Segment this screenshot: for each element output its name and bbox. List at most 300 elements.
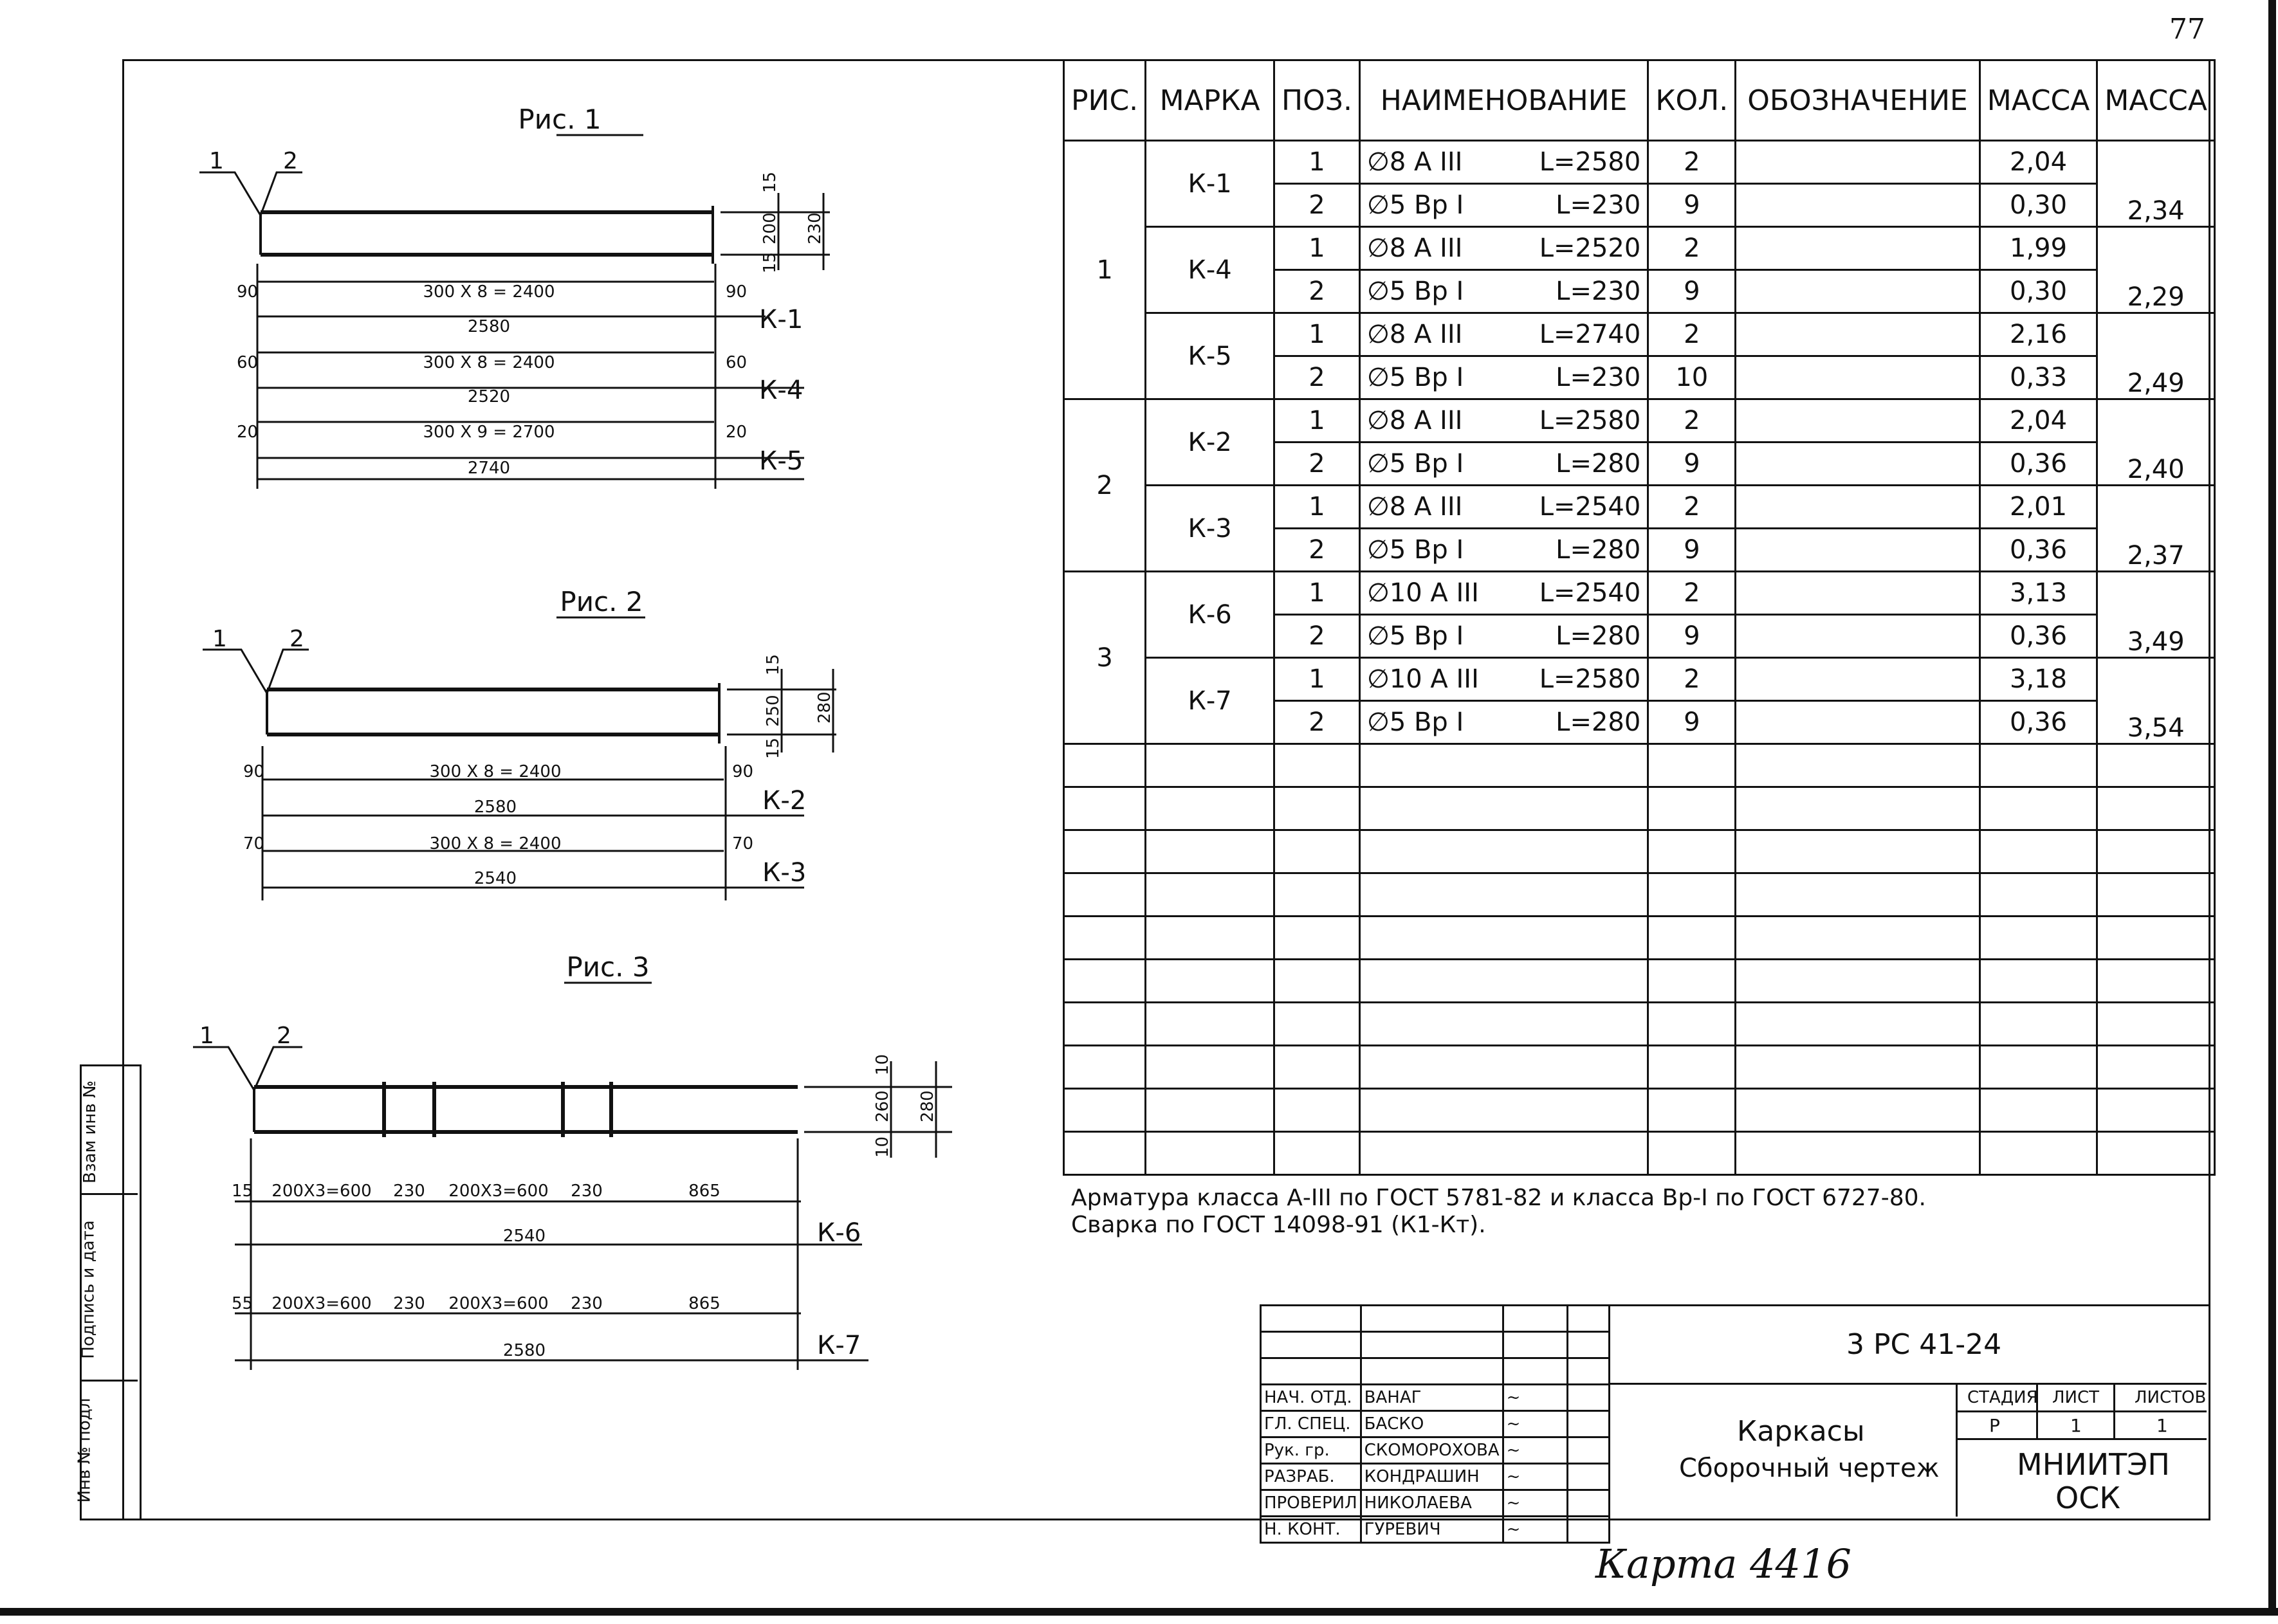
- people-date: [1567, 1411, 1609, 1437]
- spec-mass-total: 2,37: [2097, 486, 2215, 572]
- spec-length: L=230: [1556, 277, 1641, 306]
- spec-length: L=2580: [1539, 147, 1641, 177]
- spec-blank-row: [1064, 787, 2215, 830]
- signature: ~: [1503, 1385, 1567, 1411]
- spec-blank-cell: [1736, 960, 1979, 1003]
- spec-blank-cell: [2097, 873, 2215, 917]
- spec-blank-cell: [1359, 1132, 1648, 1175]
- signature: ~: [1503, 1517, 1567, 1543]
- spec-length: L=2540: [1539, 492, 1641, 522]
- spec-mass: 2,04: [1979, 399, 2097, 442]
- spec-blank-cell: [1736, 1046, 1979, 1089]
- fig3-r1-seg3: 230: [571, 1294, 603, 1313]
- spec-blank-cell: [1146, 744, 1274, 787]
- spec-blank-cell: [1064, 830, 1146, 873]
- spec-pos: 2: [1274, 442, 1360, 486]
- spec-length: L=280: [1556, 707, 1641, 737]
- spec-blank-cell: [1979, 744, 2097, 787]
- spec-length: L=230: [1556, 363, 1641, 392]
- side-stamp-replace: Взам инв №: [80, 1081, 100, 1183]
- side-stamp-inv: Инв № подл: [75, 1398, 95, 1503]
- spec-pos: 1: [1274, 227, 1360, 270]
- fig2-title: Рис. 2: [560, 586, 643, 617]
- spec-designation: [1736, 141, 1979, 184]
- spec-blank-cell: [1064, 1089, 1146, 1132]
- spec-table: [1063, 59, 2216, 1176]
- fig1-r1-right: 60: [726, 353, 748, 372]
- sheets-value: 1: [2156, 1415, 2168, 1436]
- spec-blank-row: [1064, 830, 2215, 873]
- fig3-r1-total: 2580: [502, 1341, 546, 1360]
- spec-blank-cell: [2097, 960, 2215, 1003]
- spec-blank-cell: [1736, 787, 1979, 830]
- fig3-title: Рис. 3: [566, 951, 650, 983]
- spec-designation: [1736, 658, 1979, 701]
- fig1-r0-left: 90: [237, 282, 259, 302]
- col-mass: МАССА: [1979, 60, 2097, 141]
- spec-qty: 2: [1648, 486, 1736, 529]
- people-name: КОНДРАШИН: [1361, 1464, 1503, 1490]
- spec-blank-cell: [1979, 1089, 2097, 1132]
- spec-blank-cell: [1979, 1132, 2097, 1175]
- spec-mass: 3,13: [1979, 572, 2097, 615]
- spec-blank-cell: [1736, 744, 1979, 787]
- spec-name: ∅5 Вр I: [1366, 277, 1464, 306]
- spec-fig: 3: [1064, 572, 1146, 744]
- people-role: ГЛ. СПЕЦ.: [1261, 1411, 1361, 1437]
- fig3-dim-v3: 280: [918, 1090, 937, 1122]
- col-fig: РИС.: [1064, 60, 1146, 141]
- spec-blank-cell: [1648, 1089, 1736, 1132]
- spec-blank-row: [1064, 1003, 2215, 1046]
- col-name: НАИМЕНОВАНИЕ: [1359, 60, 1648, 141]
- spec-length: L=2580: [1539, 664, 1641, 694]
- people-row: [1261, 1411, 1610, 1437]
- spec-fig: 2: [1064, 399, 1146, 572]
- spec-name-cell: [1359, 701, 1648, 744]
- people-date: [1567, 1517, 1609, 1543]
- spec-blank-cell: [1359, 1003, 1648, 1046]
- spec-blank-cell: [1274, 744, 1360, 787]
- col-mark: МАРКА: [1146, 60, 1274, 141]
- spec-name-cell: [1359, 399, 1648, 442]
- spec-blank-cell: [1359, 1089, 1648, 1132]
- spec-designation: [1736, 701, 1979, 744]
- people-role: Рук. гр.: [1261, 1437, 1361, 1464]
- spec-blank-cell: [1064, 1132, 1146, 1175]
- fig1-r1-left: 60: [237, 353, 259, 372]
- fig3-r0-seg1: 230: [393, 1182, 425, 1201]
- spec-qty: 10: [1648, 356, 1736, 399]
- spec-mark: К-3: [1146, 486, 1274, 572]
- spec-qty: 2: [1648, 313, 1736, 356]
- spec-blank-cell: [1146, 830, 1274, 873]
- spec-qty: 9: [1648, 184, 1736, 227]
- spec-qty: 2: [1648, 572, 1736, 615]
- people-row: [1261, 1437, 1610, 1464]
- spec-pos: 1: [1274, 313, 1360, 356]
- spec-designation: [1736, 270, 1979, 313]
- spec-mark: К-1: [1146, 141, 1274, 227]
- spec-blank-cell: [1648, 1132, 1736, 1175]
- fig1-dim-v2: 15: [760, 251, 780, 273]
- spec-blank-cell: [2097, 744, 2215, 787]
- spec-designation: [1736, 227, 1979, 270]
- fig1-dim-v1: 200: [760, 212, 780, 244]
- fig3-r1-seg1: 230: [393, 1294, 425, 1313]
- spec-blank-cell: [1064, 1003, 1146, 1046]
- people-row: [1261, 1385, 1610, 1411]
- note-welding: Сварка по ГОСТ 14098-91 (К1-Кт).: [1071, 1212, 1486, 1238]
- spec-qty: 2: [1648, 399, 1736, 442]
- fig3-r1-left: 55: [232, 1294, 253, 1313]
- fig2-r0-right: 90: [732, 762, 754, 781]
- spec-blank-cell: [1064, 960, 1146, 1003]
- spec-blank-row: [1064, 744, 2215, 787]
- spec-blank-cell: [1648, 873, 1736, 917]
- spec-mass-total: 3,49: [2097, 572, 2215, 658]
- spec-mass-total: 2,29: [2097, 227, 2215, 313]
- spec-length: L=280: [1556, 449, 1641, 479]
- people-blank-row: [1261, 1306, 1610, 1332]
- spec-designation: [1736, 529, 1979, 572]
- signature: ~: [1503, 1464, 1567, 1490]
- spec-designation: [1736, 486, 1979, 529]
- spec-name: ∅5 Вр I: [1366, 621, 1464, 651]
- sheet-header: ЛИСТ: [2052, 1388, 2100, 1407]
- signature: ~: [1503, 1490, 1567, 1517]
- fig1-r1-total: 2520: [467, 387, 511, 406]
- spec-name-cell: [1359, 615, 1648, 658]
- spec-qty: 9: [1648, 615, 1736, 658]
- fig2-r1-span: 300 X 8 = 2400: [429, 834, 562, 853]
- spec-blank-cell: [1146, 1003, 1274, 1046]
- spec-qty: 9: [1648, 529, 1736, 572]
- signature: ~: [1503, 1437, 1567, 1464]
- spec-name: ∅8 А III: [1366, 147, 1463, 177]
- spec-row: [1064, 658, 2215, 701]
- spec-blank-cell: [1736, 830, 1979, 873]
- spec-blank-row: [1064, 960, 2215, 1003]
- fig3-r0-mark: К-6: [817, 1218, 861, 1248]
- spec-blank-cell: [1146, 1046, 1274, 1089]
- col-pos: ПОЗ.: [1274, 60, 1360, 141]
- col-designation: ОБОЗНАЧЕНИЕ: [1736, 60, 1979, 141]
- spec-fig: 1: [1064, 141, 1146, 399]
- people-name: ГУРЕВИЧ: [1361, 1517, 1503, 1543]
- spec-pos: 2: [1274, 529, 1360, 572]
- spec-name-cell: [1359, 486, 1648, 529]
- signature: ~: [1503, 1411, 1567, 1437]
- spec-name-cell: [1359, 141, 1648, 184]
- spec-row: [1064, 399, 2215, 442]
- spec-length: L=230: [1556, 190, 1641, 220]
- spec-qty: 9: [1648, 270, 1736, 313]
- people-role: Н. КОНТ.: [1261, 1517, 1361, 1543]
- spec-name: ∅5 Вр I: [1366, 535, 1464, 565]
- fig1-dim-v0: 15: [760, 171, 780, 193]
- fig3-r0-seg2: 200X3=600: [448, 1182, 549, 1201]
- people-date: [1567, 1385, 1609, 1411]
- spec-mass: 0,30: [1979, 184, 2097, 227]
- spec-mass: 3,18: [1979, 658, 2097, 701]
- spec-mass: 0,30: [1979, 270, 2097, 313]
- fig2-r0-span: 300 X 8 = 2400: [429, 762, 562, 781]
- spec-name-cell: [1359, 658, 1648, 701]
- fig3-r0-left: 15: [232, 1182, 253, 1201]
- spec-blank-cell: [1146, 1089, 1274, 1132]
- spec-name-cell: [1359, 442, 1648, 486]
- fig3-pos1: 1: [199, 1023, 214, 1049]
- spec-row: [1064, 313, 2215, 356]
- doc-code: 3 РС 41-24: [1846, 1328, 2002, 1361]
- fig1-r2-left: 20: [237, 423, 259, 442]
- spec-designation: [1736, 313, 1979, 356]
- org-line2: ОСК: [2055, 1481, 2120, 1515]
- spec-row: [1064, 141, 2215, 184]
- spec-pos: 2: [1274, 615, 1360, 658]
- spec-designation: [1736, 615, 1979, 658]
- spec-blank-cell: [1979, 787, 2097, 830]
- fig2-r1-right: 70: [732, 834, 754, 853]
- spec-length: L=2520: [1539, 233, 1641, 263]
- fig3-r1-seg2: 200X3=600: [448, 1294, 549, 1313]
- spec-blank-row: [1064, 873, 2215, 917]
- spec-blank-cell: [1274, 960, 1360, 1003]
- page-number: 77: [2169, 13, 2205, 46]
- spec-mass: 0,36: [1979, 701, 2097, 744]
- spec-blank-cell: [1979, 873, 2097, 917]
- spec-blank-cell: [1979, 1003, 2097, 1046]
- spec-name-cell: [1359, 227, 1648, 270]
- spec-mass-total: 2,40: [2097, 399, 2215, 486]
- spec-mass-total: 2,34: [2097, 141, 2215, 227]
- people-blank-row: [1261, 1332, 1610, 1358]
- stage-value: Р: [1989, 1415, 2000, 1436]
- spec-mass: 2,04: [1979, 141, 2097, 184]
- spec-length: L=2540: [1539, 578, 1641, 608]
- people-row: [1261, 1490, 1610, 1517]
- fig3-r0-seg0: 200X3=600: [271, 1182, 372, 1201]
- people-blank-row: [1261, 1358, 1610, 1385]
- spec-pos: 2: [1274, 270, 1360, 313]
- spec-blank-cell: [1979, 830, 2097, 873]
- fig2-r1-total: 2540: [473, 869, 517, 888]
- spec-designation: [1736, 572, 1979, 615]
- spec-blank-cell: [2097, 830, 2215, 873]
- spec-blank-cell: [1979, 960, 2097, 1003]
- spec-mass: 1,99: [1979, 227, 2097, 270]
- spec-blank-cell: [2097, 1132, 2215, 1175]
- spec-mark: К-4: [1146, 227, 1274, 313]
- fig2-r0-mark: К-2: [762, 786, 807, 816]
- spec-name: ∅8 А III: [1366, 233, 1463, 263]
- spec-name-cell: [1359, 572, 1648, 615]
- spec-blank-row: [1064, 1046, 2215, 1089]
- people-name: СКОМОРОХОВА: [1361, 1437, 1503, 1464]
- people-name: ВАНАГ: [1361, 1385, 1503, 1411]
- spec-blank-cell: [1979, 917, 2097, 960]
- fig2-r1-left: 70: [243, 834, 265, 853]
- fig3-dim-v2: 10: [873, 1136, 892, 1158]
- spec-mass: 2,01: [1979, 486, 2097, 529]
- spec-qty: 9: [1648, 701, 1736, 744]
- people-table: [1260, 1304, 1610, 1544]
- people-date: [1567, 1437, 1609, 1464]
- spec-blank-row: [1064, 1132, 2215, 1175]
- spec-blank-cell: [2097, 1089, 2215, 1132]
- spec-blank-row: [1064, 1089, 2215, 1132]
- title-line1: Каркасы: [1737, 1415, 1865, 1448]
- spec-mark: К-5: [1146, 313, 1274, 399]
- spec-blank-cell: [1274, 830, 1360, 873]
- spec-name-cell: [1359, 313, 1648, 356]
- spec-qty: 2: [1648, 227, 1736, 270]
- people-date: [1567, 1464, 1609, 1490]
- spec-designation: [1736, 399, 1979, 442]
- spec-row: [1064, 486, 2215, 529]
- fig3-dim-v1: 260: [873, 1090, 892, 1122]
- spec-blank-cell: [1648, 1003, 1736, 1046]
- spec-pos: 1: [1274, 141, 1360, 184]
- spec-mark: К-2: [1146, 399, 1274, 486]
- spec-mass-total: 2,49: [2097, 313, 2215, 399]
- spec-name-cell: [1359, 270, 1648, 313]
- spec-name: ∅10 А III: [1366, 578, 1479, 608]
- spec-blank-cell: [2097, 1046, 2215, 1089]
- spec-blank-cell: [1274, 1132, 1360, 1175]
- fig1-dim-v3: 230: [805, 212, 825, 244]
- fig1-r2-total: 2740: [467, 459, 511, 478]
- fig1-r2-right: 20: [726, 423, 748, 442]
- fig1-pos1: 1: [209, 148, 224, 174]
- spec-blank-cell: [1274, 917, 1360, 960]
- spec-blank-cell: [1979, 1046, 2097, 1089]
- people-role: РАЗРАБ.: [1261, 1464, 1361, 1490]
- fig3-pos2: 2: [277, 1023, 291, 1049]
- fig3-r1-seg0: 200X3=600: [271, 1294, 372, 1313]
- sheet-value: 1: [2070, 1415, 2082, 1436]
- spec-blank-cell: [1359, 917, 1648, 960]
- spec-blank-cell: [1146, 787, 1274, 830]
- fig2-pos2: 2: [289, 626, 304, 652]
- spec-mark: К-6: [1146, 572, 1274, 658]
- people-role: ПРОВЕРИЛ: [1261, 1490, 1361, 1517]
- spec-blank-cell: [1064, 873, 1146, 917]
- fig2-dim-v2: 15: [764, 737, 783, 759]
- people-row: [1261, 1517, 1610, 1543]
- spec-blank-cell: [1736, 1089, 1979, 1132]
- spec-name-cell: [1359, 529, 1648, 572]
- spec-blank-cell: [1064, 787, 1146, 830]
- spec-mass-total: 3,54: [2097, 658, 2215, 744]
- spec-length: L=280: [1556, 535, 1641, 565]
- fig2-r1-mark: К-3: [762, 858, 807, 888]
- spec-blank-cell: [1146, 873, 1274, 917]
- spec-name: ∅8 А III: [1366, 320, 1463, 349]
- spec-row: [1064, 572, 2215, 615]
- spec-name: ∅10 А III: [1366, 664, 1479, 694]
- sheets-header: ЛИСТОВ: [2135, 1388, 2207, 1407]
- fig1-r1-mark: К-4: [759, 376, 804, 405]
- spec-pos: 2: [1274, 701, 1360, 744]
- org-line1: МНИИТЭП: [2017, 1447, 2170, 1482]
- spec-pos: 1: [1274, 658, 1360, 701]
- spec-blank-cell: [1274, 787, 1360, 830]
- fig2-r0-total: 2580: [473, 798, 517, 817]
- spec-blank-cell: [1274, 873, 1360, 917]
- col-qty: КОЛ.: [1648, 60, 1736, 141]
- title-line2: Сборочный чертеж: [1679, 1454, 1940, 1483]
- fig3-r0-seg3: 230: [571, 1182, 603, 1201]
- spec-blank-cell: [1648, 744, 1736, 787]
- spec-name-cell: [1359, 184, 1648, 227]
- spec-designation: [1736, 184, 1979, 227]
- spec-designation: [1736, 442, 1979, 486]
- fig1-r0-span: 300 X 8 = 2400: [423, 282, 555, 302]
- spec-blank-cell: [1359, 787, 1648, 830]
- spec-blank-cell: [1736, 1132, 1979, 1175]
- spec-name: ∅5 Вр I: [1366, 363, 1464, 392]
- fig1-r2-mark: К-5: [759, 446, 804, 476]
- spec-blank-cell: [1648, 787, 1736, 830]
- spec-length: L=2580: [1539, 406, 1641, 435]
- spec-blank-cell: [1274, 1089, 1360, 1132]
- spec-blank-cell: [1648, 830, 1736, 873]
- spec-mass: 0,36: [1979, 529, 2097, 572]
- spec-name-cell: [1359, 356, 1648, 399]
- spec-row: [1064, 227, 2215, 270]
- side-stamp-sign: Подпись и дата: [78, 1220, 98, 1359]
- fig1-r0-mark: К-1: [759, 305, 804, 334]
- note-rebar: Арматура класса А-III по ГОСТ 5781-82 и класса Вр-I по ГОСТ 6727-80.: [1071, 1185, 1926, 1211]
- fig1-r0-right: 90: [726, 282, 748, 302]
- spec-pos: 1: [1274, 486, 1360, 529]
- fig3-r1-mark: К-7: [817, 1331, 861, 1360]
- spec-mass: 0,33: [1979, 356, 2097, 399]
- fig2-pos1: 1: [212, 626, 227, 652]
- spec-pos: 2: [1274, 356, 1360, 399]
- spec-blank-cell: [1736, 873, 1979, 917]
- spec-qty: 2: [1648, 141, 1736, 184]
- col-mass-total: МАССА: [2097, 60, 2215, 141]
- people-role: НАЧ. ОТД.: [1261, 1385, 1361, 1411]
- fig1-r2-span: 300 X 9 = 2700: [423, 423, 555, 442]
- stage-header: СТАДИЯ: [1967, 1388, 2038, 1407]
- spec-blank-cell: [1274, 1046, 1360, 1089]
- spec-blank-cell: [1359, 1046, 1648, 1089]
- spec-blank-cell: [1736, 1003, 1979, 1046]
- spec-mark: К-7: [1146, 658, 1274, 744]
- spec-length: L=2740: [1539, 320, 1641, 349]
- spec-mass: 2,16: [1979, 313, 2097, 356]
- spec-blank-cell: [2097, 917, 2215, 960]
- spec-blank-cell: [1064, 917, 1146, 960]
- spec-qty: 2: [1648, 658, 1736, 701]
- spec-blank-cell: [1648, 917, 1736, 960]
- spec-name: ∅5 Вр I: [1366, 707, 1464, 737]
- people-name: БАСКО: [1361, 1411, 1503, 1437]
- spec-name: ∅5 Вр I: [1366, 190, 1464, 220]
- handwritten-note: Карта 4416: [1595, 1540, 1851, 1587]
- people-date: [1567, 1490, 1609, 1517]
- spec-name: ∅5 Вр I: [1366, 449, 1464, 479]
- spec-blank-cell: [1648, 960, 1736, 1003]
- spec-designation: [1736, 356, 1979, 399]
- fig1-pos2: 2: [283, 148, 298, 174]
- spec-length: L=280: [1556, 621, 1641, 651]
- spec-blank-cell: [1359, 830, 1648, 873]
